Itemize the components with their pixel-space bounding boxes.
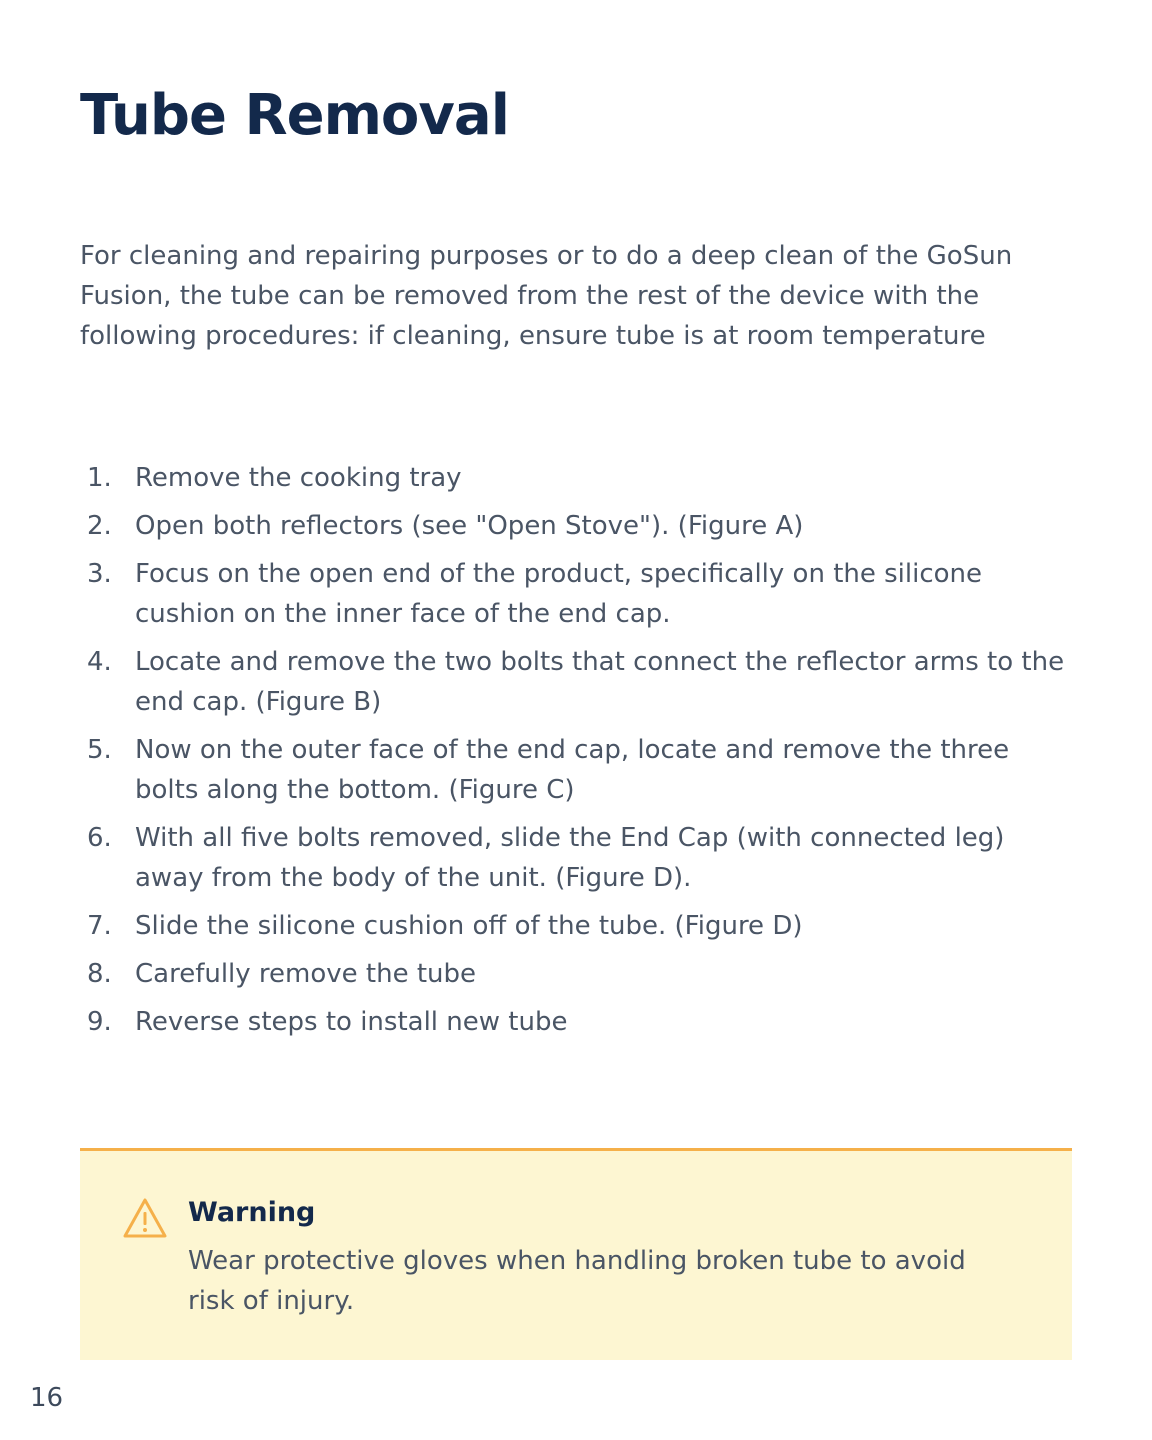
list-item (80, 906, 1070, 946)
step-text: Focus on the open end of the product, specifically on the silicone cushion on the inner face of the end cap. (135, 559, 983, 629)
step-text: Remove the cooking tray (135, 463, 462, 493)
step-number: 2. (87, 511, 112, 541)
warning-triangle-icon (122, 1197, 168, 1239)
page-number: 16 (30, 1383, 64, 1413)
step-number: 8. (87, 959, 112, 989)
step-text: With all five bolts removed, slide the End Cap (with connected leg) away from the body of the unit. (Figure D). (135, 823, 1005, 893)
list-item (80, 458, 1070, 498)
step-number: 4. (87, 647, 112, 677)
step-text: Locate and remove the two bolts that connect the reflector arms to the end cap. (Figure B) (135, 647, 1065, 717)
list-item (80, 642, 1070, 722)
list-item (80, 730, 1070, 810)
step-number: 1. (87, 463, 112, 493)
list-item (80, 818, 1070, 898)
step-number: 9. (87, 1007, 112, 1037)
step-text: Reverse steps to install new tube (135, 1007, 568, 1037)
list-item (80, 554, 1070, 634)
step-text: Now on the outer face of the end cap, locate and remove the three bolts along the bottom. (Figure C) (135, 735, 1010, 805)
step-text: Carefully remove the tube (135, 959, 477, 989)
step-number: 5. (87, 735, 112, 765)
step-text: Slide the silicone cushion off of the tube. (Figure D) (135, 911, 803, 941)
warning-callout (80, 1148, 1072, 1360)
list-item (80, 506, 1070, 546)
page-title: Tube Removal (80, 83, 509, 148)
list-item (80, 1002, 1070, 1042)
step-number: 3. (87, 559, 112, 589)
steps-list (80, 458, 1070, 1050)
warning-title: Warning (188, 1197, 316, 1228)
step-number: 6. (87, 823, 112, 853)
list-item (80, 954, 1070, 994)
step-text: Open both reflectors (see "Open Stove"). (Figure A) (135, 511, 804, 541)
step-number: 7. (87, 911, 112, 941)
warning-text: Wear protective gloves when handling broken tube to avoid risk of injury. (188, 1246, 966, 1316)
intro-paragraph: For cleaning and repairing purposes or to do a deep clean of the GoSun Fusion, the tube can be removed from the rest of the device with the following procedures: if cleaning, ensure tube is at room temperature (80, 241, 1013, 351)
